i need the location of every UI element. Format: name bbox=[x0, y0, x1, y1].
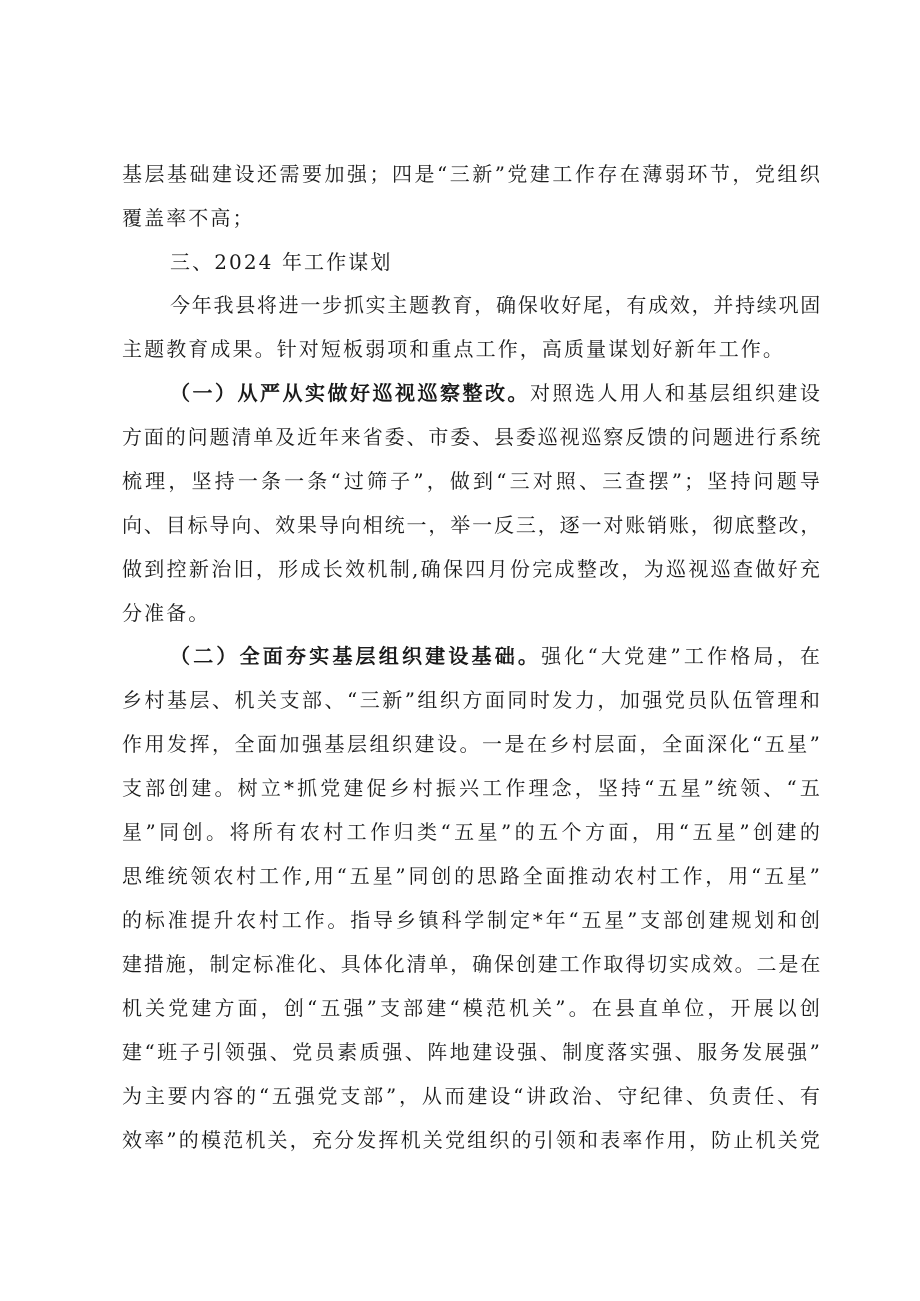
paragraph-grassroots-organization bbox=[122, 634, 822, 1162]
text-line: 今年我县将进一步抓实主题教育，确保收好尾，有成效，并持续巩固 bbox=[170, 293, 822, 317]
text-line: 建“班子引领强、党员素质强、阵地建设强、制度落实强、服务发展强” bbox=[122, 1040, 822, 1064]
text-line bbox=[122, 371, 822, 415]
text-fragment: 强化“大党建”工作格局，在 bbox=[541, 644, 822, 668]
text-line: 思维统领农村工作,用“五星”同创的思路全面推动农村工作，用“五星” bbox=[122, 864, 822, 888]
paragraph-lead-bold: （一）从严从实做好巡视巡察整改。 bbox=[170, 381, 530, 405]
text-line: 分准备。 bbox=[122, 601, 211, 625]
text-line: 乡村基层、机关支部、“三新”组织方面同时发力，加强党员队伍管理和 bbox=[122, 688, 822, 712]
text-line: 支部创建。树立*抓党建促乡村振兴工作理念，坚持“五星”统领、“五 bbox=[122, 776, 822, 800]
paragraph-inspection-rectification bbox=[122, 371, 822, 635]
section-heading bbox=[122, 240, 822, 284]
section-heading-text: 三、2024 年工作谋划 bbox=[170, 250, 393, 274]
text-line: 基层基础建设还需要加强；四是“三新”党建工作存在薄弱环节，党组织 bbox=[122, 162, 822, 186]
text-line: 作用发挥，全面加强基层组织建设。一是在乡村层面，全面深化“五星” bbox=[122, 732, 822, 756]
paragraph-lead-bold: （二）全面夯实基层组织建设基础。 bbox=[170, 644, 542, 668]
text-line: 的标准提升农村工作。指导乡镇科学制定*年“五星”支部创建规划和创 bbox=[122, 908, 822, 932]
text-line: 星”同创。将所有农村工作归类“五星”的五个方面，用“五星”创建的 bbox=[122, 820, 822, 844]
text-line: 建措施，制定标准化、具体化清单，确保创建工作取得切实成效。二是在 bbox=[122, 952, 823, 976]
paragraph-intro bbox=[122, 283, 822, 371]
text-line bbox=[122, 634, 822, 678]
text-line: 效率”的模范机关，充分发挥机关党组织的引领和表率作用，防止机关党 bbox=[122, 1128, 822, 1152]
text-line: 主题教育成果。针对短板弱项和重点工作，高质量谋划好新年工作。 bbox=[122, 337, 785, 361]
text-line: 做到控新治旧，形成长效机制,确保四月份完成整改，为巡视巡查做好充 bbox=[122, 557, 822, 581]
text-fragment: 对照选人用人和基层组织建设 bbox=[529, 381, 822, 405]
text-line: 覆盖率不高； bbox=[122, 206, 255, 230]
text-line: 机关党建方面，创“五强”支部建“模范机关”。在县直单位，开展以创 bbox=[122, 996, 822, 1020]
text-line: 梳理，坚持一条一条“过筛子”，做到“三对照、三查摆”；坚持问题导 bbox=[122, 469, 822, 493]
text-line: 向、目标导向、效果导向相统一，举一反三，逐一对账销账，彻底整改， bbox=[122, 513, 823, 537]
paragraph-weaknesses-continued bbox=[122, 152, 822, 240]
text-line: 为主要内容的“五强党支部”，从而建设“讲政治、守纪律、负责任、有 bbox=[122, 1084, 822, 1108]
text-line: 方面的问题清单及近年来省委、市委、县委巡视巡察反馈的问题进行系统 bbox=[122, 425, 823, 449]
